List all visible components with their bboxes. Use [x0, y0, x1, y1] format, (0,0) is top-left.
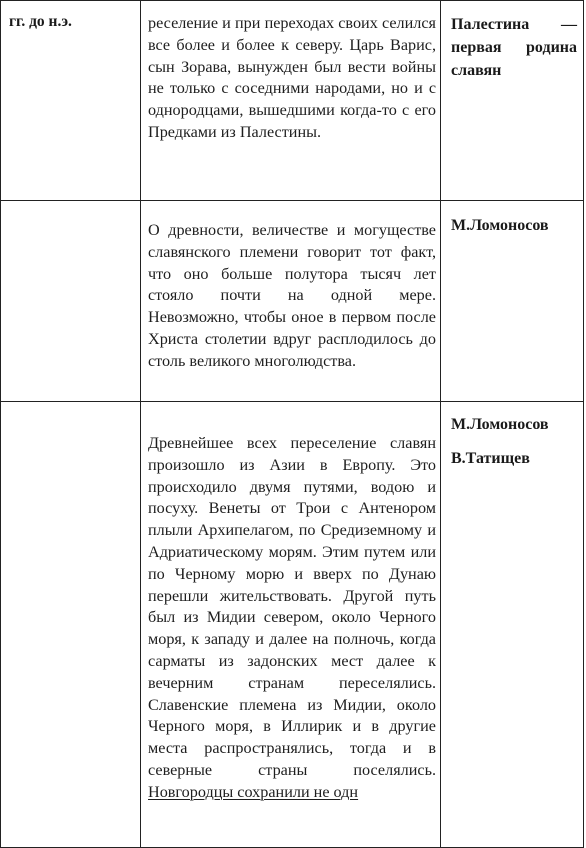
table-row	[1, 201, 584, 402]
date-label	[1, 201, 140, 211]
source-cell	[441, 402, 584, 848]
table-row	[1, 1, 584, 201]
date-cell	[1, 201, 141, 402]
date-cell	[1, 1, 141, 201]
text-cell	[141, 201, 441, 402]
text-cell	[141, 402, 441, 848]
date-label	[1, 402, 140, 412]
date-cell	[1, 402, 141, 848]
source-cell	[441, 201, 584, 402]
source-author: В.Татищев	[451, 450, 530, 467]
truncated-text: Новгородцы сохранили не одн	[148, 782, 359, 801]
source-author: М.Ломоносов	[451, 217, 549, 234]
source-label: Палестина — первая родина славян	[451, 16, 577, 79]
event-text-block	[141, 402, 440, 804]
event-text: реселение и при переходах своих селился все более и более к северу. Царь Варис, сын Зорава, вынужден был вести войны не только с соседними народами, но и с однородцами, вышедшими когда-то с его Предками из Палестины.	[148, 14, 436, 141]
table-row	[1, 402, 584, 848]
source-cell	[441, 1, 584, 201]
event-text: Древнейшее всех переселение славян произошло из Азии в Европу. Это происходило двумя путями, водою и посуху. Венеты от Трои с Антенором плыли Архипелагом, по Средиземному и Адриатическому морям. Этим путем или по Черному морю и вверх по Дунаю перешли жительствовать. Другой путь был из Мидии севером, около Черного моря, к западу и далее на полночь, когда сарматы из задонских мест далее к вечерним странам переселялись. Славенские племена из Мидии, около Черного моря, в Иллирик и в другие места распространялись, тогда и в северные страны поселялись.	[148, 434, 436, 779]
text-cell	[141, 1, 441, 201]
event-text: О древности, величестве и могуществе славянского племени говорит тот факт, что оно больше полутора тысяч лет стояло почти на одной мере. Невозможно, чтобы оное в первом после Христа столетии вдруг расплодилось до столь великого многолюдства.	[148, 221, 436, 370]
date-label: гг. до н.э.	[9, 13, 72, 30]
source-author: М.Ломоносов	[451, 416, 549, 433]
